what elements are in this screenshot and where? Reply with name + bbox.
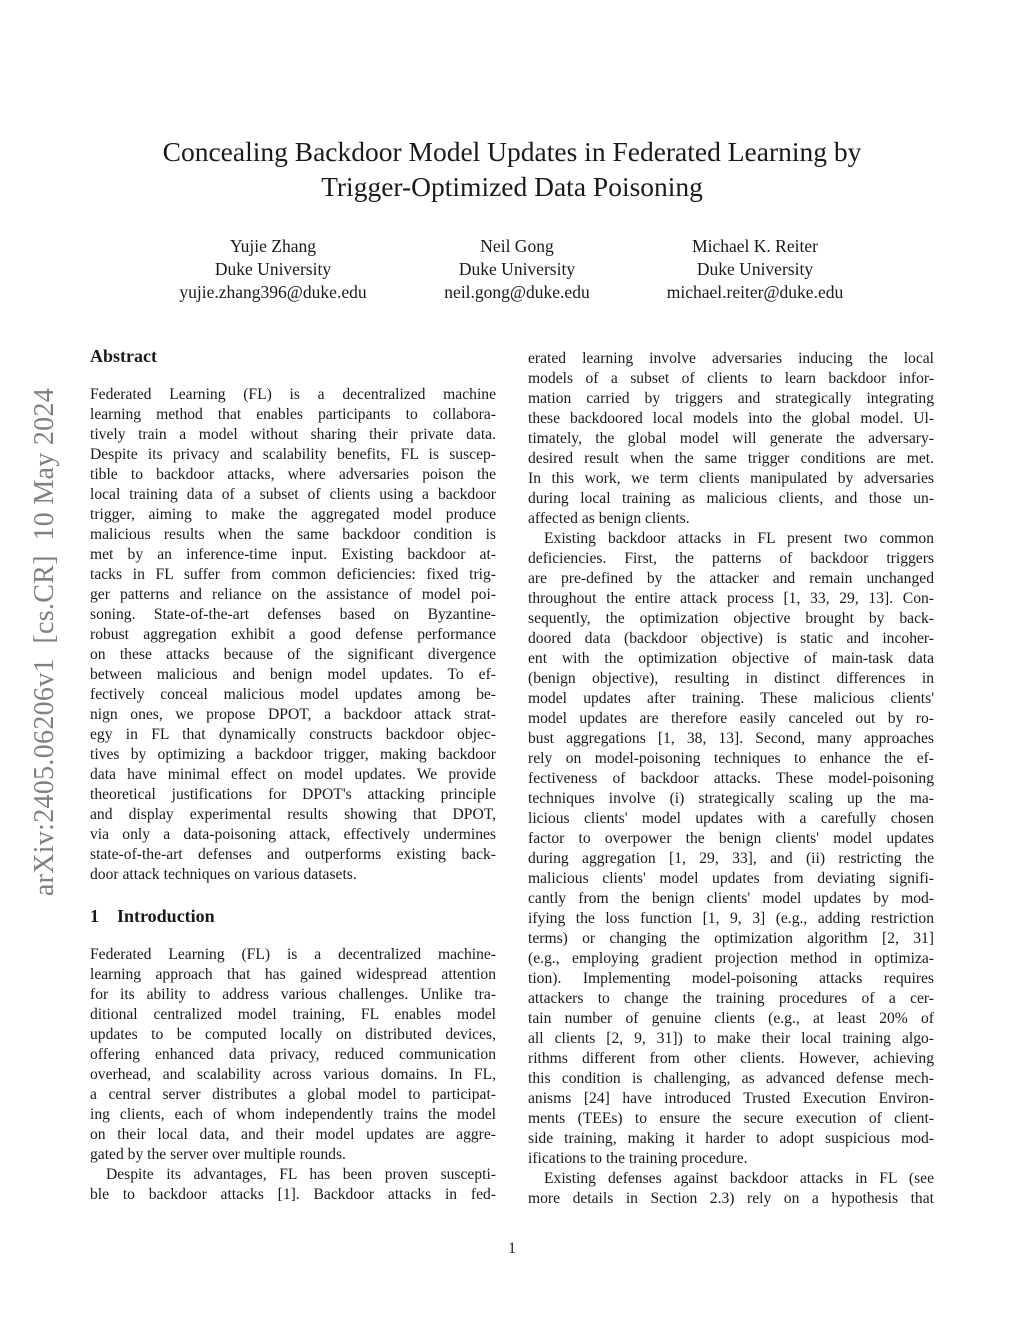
abstract-body bbox=[90, 385, 496, 885]
author-email: michael.reiter@duke.edu bbox=[666, 282, 844, 302]
text-line: doored data (backdoor objective) is static and incoher- bbox=[528, 630, 934, 647]
text-line: attackers to change the training procedures of a cer- bbox=[528, 990, 934, 1007]
text-line: robust aggregation exhibit a good defense performance bbox=[90, 626, 496, 643]
text-line: side training, making it harder to adopt suspicious mod- bbox=[528, 1130, 934, 1147]
text-line: model updates after training. These malicious clients' bbox=[528, 690, 934, 707]
text-line: tively train a model without sharing their private data. bbox=[90, 426, 496, 443]
text-line: state-of-the-art defenses and outperforms existing back- bbox=[90, 846, 496, 863]
text-line: soning. State-of-the-art defenses based on Byzantine- bbox=[90, 606, 496, 623]
author-email: neil.gong@duke.edu bbox=[444, 282, 590, 302]
paragraph bbox=[90, 945, 496, 1165]
arxiv-side-label: arXiv:2405.06206v1 [cs.CR] 10 May 2024 bbox=[29, 387, 60, 897]
text-line: Existing defenses against backdoor attacks in FL (see bbox=[544, 1170, 934, 1187]
text-line: Existing backdoor attacks in FL present two common bbox=[544, 530, 934, 547]
author-email: yujie.zhang396@duke.edu bbox=[179, 282, 367, 302]
text-line: this condition is challenging, as advanced defense mech- bbox=[528, 1070, 934, 1087]
text-line: terms) or changing the optimization algorithm [2, 31] bbox=[528, 930, 934, 947]
title-line-2: Trigger-Optimized Data Poisoning bbox=[321, 171, 703, 202]
text-line: trigger, aiming to make the aggregated model produce bbox=[90, 506, 496, 523]
text-line: cantly from the benign clients' model updates by mod- bbox=[528, 890, 934, 907]
author-3 bbox=[605, 235, 905, 304]
author-affiliation: Duke University bbox=[214, 259, 332, 279]
text-line: overhead, and scalability across various domains. In FL, bbox=[90, 1066, 496, 1083]
text-line: all clients [2, 9, 31]) to make their local training algo- bbox=[528, 1030, 934, 1047]
text-line: nign ones, we propose DPOT, a backdoor attack strat- bbox=[90, 706, 496, 723]
paragraph bbox=[90, 385, 496, 885]
text-line: In this work, we term clients manipulated by adversaries bbox=[528, 470, 934, 487]
text-line: techniques involve (i) strategically scaling up the ma- bbox=[528, 790, 934, 807]
text-line: ifying the loss function [1, 9, 3] (e.g., adding restriction bbox=[528, 910, 934, 927]
text-line: Despite its privacy and scalability benefits, FL is suscep- bbox=[90, 446, 496, 463]
text-line: theoretical justifications for DPOT's attacking principle bbox=[90, 786, 496, 803]
abstract-heading: Abstract bbox=[90, 346, 157, 366]
text-line: (e.g., employing gradient projection method in optimiza- bbox=[528, 950, 934, 967]
text-line: ble to backdoor attacks [1]. Backdoor attacks in fed- bbox=[90, 1186, 496, 1203]
text-line: more details in Section 2.3) rely on a hypothesis that bbox=[528, 1190, 934, 1207]
paper-title bbox=[0, 134, 1024, 204]
text-line: erated learning involve adversaries inducing the local bbox=[528, 350, 934, 367]
text-line: learning method that enables participants to collabora- bbox=[90, 406, 496, 423]
text-line: ifications to the training procedure. bbox=[528, 1150, 748, 1167]
paragraph bbox=[528, 349, 934, 529]
text-line: on their local data, and their model updates are aggre- bbox=[90, 1126, 496, 1143]
text-line: learning approach that has gained widespread attention bbox=[90, 966, 496, 983]
text-line: malicious clients' model updates from deviating signifi- bbox=[528, 870, 934, 887]
text-line: malicious results when the same backdoor condition is bbox=[90, 526, 496, 543]
text-line: Federated Learning (FL) is a decentralized machine- bbox=[90, 946, 496, 963]
text-line: ger patterns and reliance on the assistance of model poi- bbox=[90, 586, 496, 603]
text-line: offering enhanced data privacy, reduced communication bbox=[90, 1046, 496, 1063]
text-line: throughout the entire attack process [1, 33, 29, 13]. Con- bbox=[528, 590, 934, 607]
text-line: tacks in FL suffer from common deficiencies: fixed trig- bbox=[90, 566, 496, 583]
text-line: via only a data-poisoning attack, effectively undermines bbox=[90, 826, 496, 843]
text-line: egy in FL that dynamically constructs backdoor objec- bbox=[90, 726, 496, 743]
text-line: factor to overpower the benign clients' model updates bbox=[528, 830, 934, 847]
text-line: during aggregation [1, 29, 33], and (ii) restricting the bbox=[528, 850, 934, 867]
text-line: door attack techniques on various datasets. bbox=[90, 866, 357, 883]
text-line: local training data of a subset of clients using a backdoor bbox=[90, 486, 496, 503]
text-line: rely on model-poisoning techniques to enhance the ef- bbox=[528, 750, 934, 767]
text-line: ments (TEEs) to ensure the secure execution of client- bbox=[528, 1110, 934, 1127]
text-line: and display experimental results showing that DPOT, bbox=[90, 806, 496, 823]
text-line: tain number of genuine clients (e.g., at least 20% of bbox=[528, 1010, 934, 1027]
author-affiliation: Duke University bbox=[458, 259, 576, 279]
paragraph bbox=[90, 1165, 496, 1205]
text-line: Despite its advantages, FL has been proven suscepti- bbox=[106, 1166, 496, 1183]
author-name: Michael K. Reiter bbox=[692, 236, 818, 256]
text-line: gated by the server over multiple rounds. bbox=[90, 1146, 346, 1163]
author-name: Yujie Zhang bbox=[229, 236, 317, 256]
text-line: affected as benign clients. bbox=[528, 510, 690, 527]
author-name: Neil Gong bbox=[480, 236, 554, 256]
text-line: tion). Implementing model-poisoning attacks requires bbox=[528, 970, 934, 987]
text-line: sequently, the optimization objective brought by back- bbox=[528, 610, 934, 627]
text-line: Federated Learning (FL) is a decentralized machine bbox=[90, 386, 496, 403]
text-line: anisms [24] have introduced Trusted Execution Environ- bbox=[528, 1090, 934, 1107]
text-line: rithms different from other clients. However, achieving bbox=[528, 1050, 934, 1067]
text-line: during local training as malicious clients, and those un- bbox=[528, 490, 934, 507]
text-line: models of a subset of clients to learn backdoor infor- bbox=[528, 370, 934, 387]
text-line: licious clients' model updates with a carefully chosen bbox=[528, 810, 934, 827]
introduction-heading: 1 Introduction bbox=[90, 906, 215, 926]
text-line: a central server distributes a global model to participat- bbox=[90, 1086, 496, 1103]
text-line: between malicious and benign model updates. To ef- bbox=[90, 666, 496, 683]
text-line: (benign objective), resulting in distinct differences in bbox=[528, 670, 934, 687]
text-line: ent with the optimization objective of main-task data bbox=[528, 650, 934, 667]
text-line: timately, the global model will generate the adversary- bbox=[528, 430, 934, 447]
text-line: ditional centralized model training, FL enables model bbox=[90, 1006, 496, 1023]
text-line: deficiencies. First, the patterns of backdoor triggers bbox=[528, 550, 934, 567]
text-line: bust aggregations [1, 38, 13]. Second, many approaches bbox=[528, 730, 934, 747]
text-line: ing clients, each of whom independently trains the model bbox=[90, 1106, 496, 1123]
text-line: mation carried by triggers and strategically integrating bbox=[528, 390, 934, 407]
text-line: desired result when the same trigger conditions are met. bbox=[528, 450, 934, 467]
paragraph bbox=[528, 1169, 934, 1209]
text-line: tives by optimizing a backdoor trigger, making backdoor bbox=[90, 746, 496, 763]
text-line: updates to be computed locally on distributed devices, bbox=[90, 1026, 496, 1043]
text-line: data have minimal effect on model updates. We provide bbox=[90, 766, 496, 783]
text-line: for its ability to address various challenges. Unlike tra- bbox=[90, 986, 496, 1003]
right-column-body bbox=[528, 349, 934, 1209]
title-line-1: Concealing Backdoor Model Updates in Federated Learning by bbox=[162, 136, 862, 167]
text-line: are pre-defined by the attacker and remain unchanged bbox=[528, 570, 934, 587]
text-line: fectively conceal malicious model updates among be- bbox=[90, 686, 496, 703]
text-line: model updates are therefore easily canceled out by ro- bbox=[528, 710, 934, 727]
paragraph bbox=[528, 529, 934, 1169]
text-line: on these attacks because of the significant divergence bbox=[90, 646, 496, 663]
text-line: fectiveness of backdoor attacks. These model-poisoning bbox=[528, 770, 934, 787]
page-number: 1 bbox=[508, 1240, 516, 1257]
introduction-body bbox=[90, 945, 496, 1205]
author-affiliation: Duke University bbox=[696, 259, 814, 279]
text-line: tible to backdoor attacks, where adversaries poison the bbox=[90, 466, 496, 483]
text-line: these backdoored local models into the global model. Ul- bbox=[528, 410, 934, 427]
text-line: met by an inference-time input. Existing backdoor at- bbox=[90, 546, 496, 563]
